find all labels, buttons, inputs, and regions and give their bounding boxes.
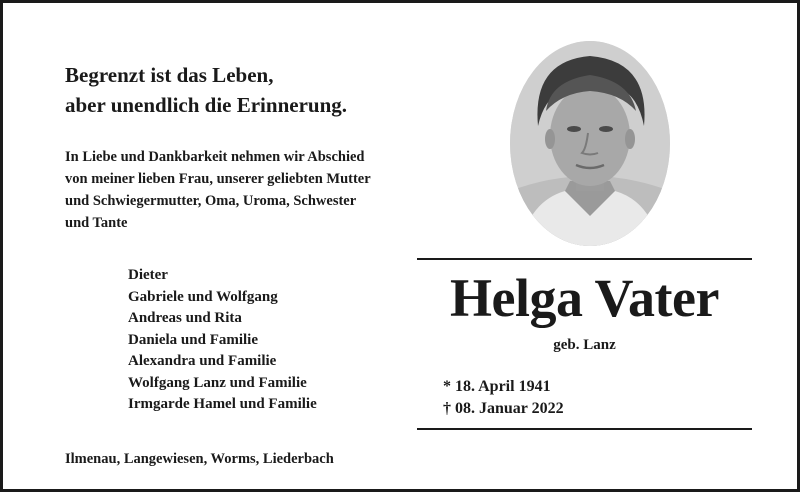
motto-line-1: Begrenzt ist das Leben, — [65, 63, 274, 87]
mourner-item: Wolfgang Lanz und Familie — [128, 374, 307, 391]
mourner-item: Daniela und Familie — [128, 331, 259, 348]
life-dates — [443, 376, 564, 420]
mourner-item: Dieter — [128, 267, 168, 283]
birth-date: * 18. April 1941 — [443, 378, 551, 395]
divider-bottom — [417, 428, 752, 430]
portrait-photo — [510, 41, 670, 246]
farewell-line: und Schwiegermutter, Oma, Uroma, Schwester — [65, 193, 357, 209]
places-line: Ilmenau, Langewiesen, Worms, Liederbach — [65, 451, 334, 467]
mourners-list — [128, 265, 317, 416]
mourner-item: Alexandra und Familie — [128, 353, 277, 369]
divider-top — [417, 258, 752, 260]
mourner-item: Andreas und Rita — [128, 310, 242, 326]
deceased-name: Helga Vater — [450, 268, 719, 328]
motto-line-2: aber unendlich die Erinnerung. — [65, 93, 348, 117]
portrait-illustration — [510, 41, 670, 246]
farewell-text — [65, 146, 371, 234]
mourner-item: Irmgarde Hamel und Familie — [128, 396, 317, 412]
farewell-line: von meiner lieben Frau, unserer geliebten Mutter — [65, 171, 371, 187]
farewell-line: und Tante — [65, 215, 128, 231]
death-date: † 08. Januar 2022 — [443, 400, 564, 417]
maiden-name: geb. Lanz — [553, 337, 616, 353]
farewell-line: In Liebe und Dankbarkeit nehmen wir Abschied — [65, 149, 365, 165]
motto — [65, 60, 347, 120]
mourner-item: Gabriele und Wolfgang — [128, 288, 278, 305]
